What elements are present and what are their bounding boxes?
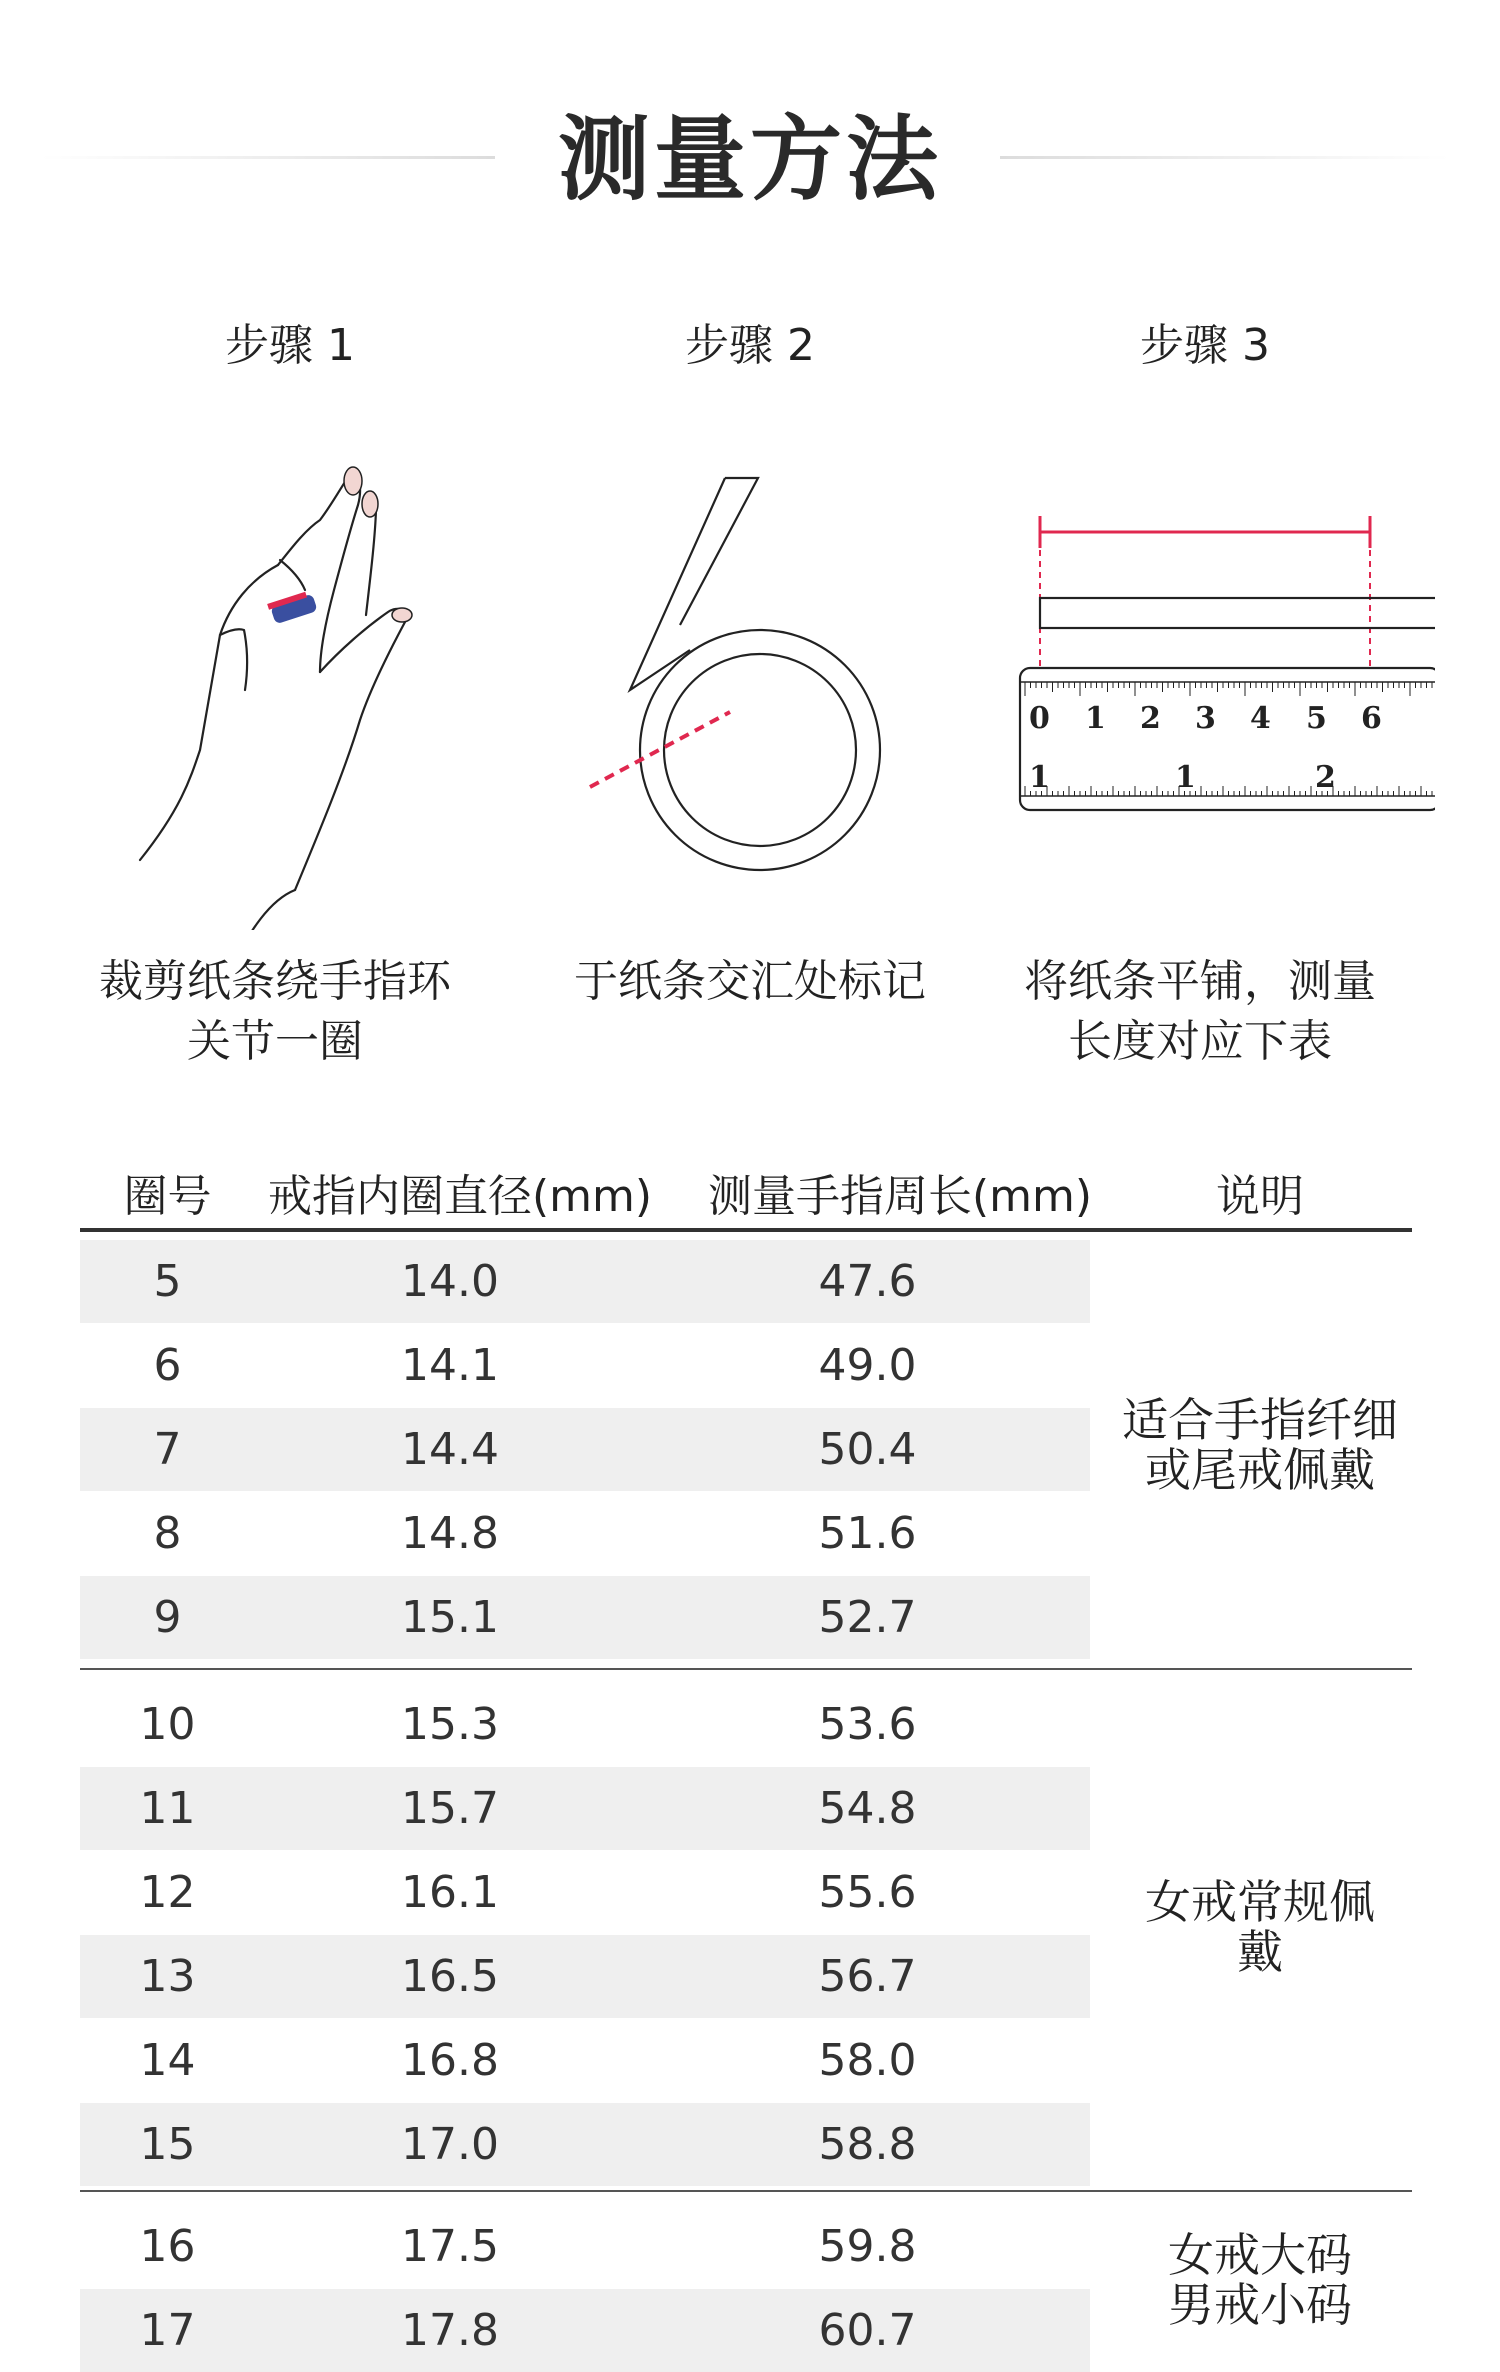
ruler-mark-6: 6: [1361, 701, 1382, 736]
table-row: [80, 1851, 1090, 1934]
cell-circumference: 51.6: [818, 1508, 917, 1559]
cell-size: 12: [139, 1867, 196, 1918]
ruler-mark-0: 0: [1029, 701, 1050, 736]
table-row: [80, 1576, 1090, 1659]
cell-size: 13: [139, 1951, 196, 2002]
strip-loop-mark-illustration: [560, 450, 920, 930]
ruler-inch-mark-b: 1: [1175, 760, 1196, 795]
cell-size: 14: [139, 2035, 196, 2086]
group-divider: [80, 1668, 1412, 1670]
step-1-label: 步骤 1: [225, 320, 355, 371]
cell-inner-diameter: 15.1: [401, 1592, 499, 1643]
header-inner-diameter: 戒指内圈直径(mm): [267, 1171, 653, 1222]
cell-size: 6: [153, 1340, 182, 1391]
table-header-rule: [80, 1228, 1412, 1232]
cell-inner-diameter: 15.7: [401, 1783, 499, 1834]
page-title: 测量方法: [557, 106, 942, 213]
cell-size: 16: [139, 2221, 196, 2272]
title-divider-right: [1000, 156, 1450, 159]
cell-circumference: 50.4: [818, 1424, 917, 1475]
cell-inner-diameter: 14.4: [401, 1424, 499, 1475]
cell-circumference: 58.0: [818, 2035, 917, 2086]
ruler-mark-4: 4: [1250, 701, 1271, 736]
ruler-inch-mark-c: 2: [1315, 760, 1336, 795]
cell-size: 15: [139, 2119, 196, 2170]
cell-circumference: 52.7: [818, 1592, 917, 1643]
cell-inner-diameter: 14.0: [401, 1256, 499, 1307]
cell-circumference: 55.6: [818, 1867, 917, 1918]
ruler-mark-5: 5: [1306, 701, 1327, 736]
cell-inner-diameter: 14.8: [401, 1508, 499, 1559]
cell-inner-diameter: 16.8: [401, 2035, 499, 2086]
cell-circumference: 56.7: [818, 1951, 917, 2002]
cell-circumference: 53.6: [818, 1699, 917, 1750]
ruler-mark-2: 2: [1140, 701, 1161, 736]
header-note: 说明: [1216, 1171, 1304, 1222]
cell-inner-diameter: 16.1: [401, 1867, 499, 1918]
table-row: [80, 1408, 1090, 1491]
cell-size: 17: [139, 2305, 196, 2356]
note-women-large-men-small: 女戒大码 男戒小码: [1168, 2228, 1352, 2332]
cell-inner-diameter: 17.0: [401, 2119, 499, 2170]
header-finger-circumference: 测量手指周长(mm): [707, 1171, 1093, 1222]
hand-wrapping-strip-illustration: [120, 450, 450, 930]
cell-circumference: 59.8: [818, 2221, 917, 2272]
table-row: [80, 2019, 1090, 2102]
table-row: [80, 2205, 1090, 2288]
table-row: [80, 1240, 1090, 1323]
ruler-inch-mark-a: 1: [1029, 760, 1050, 795]
cell-inner-diameter: 17.5: [401, 2221, 499, 2272]
cell-circumference: 47.6: [818, 1256, 917, 1307]
cell-circumference: 58.8: [818, 2119, 917, 2170]
cell-circumference: 60.7: [818, 2305, 917, 2356]
table-row: [80, 1492, 1090, 1575]
table-row: [80, 2103, 1090, 2186]
table-row: [80, 2289, 1090, 2372]
title-divider-left: [40, 156, 495, 159]
step-2-label: 步骤 2: [685, 320, 815, 371]
cell-inner-diameter: 14.1: [401, 1340, 499, 1391]
cell-circumference: 54.8: [818, 1783, 917, 1834]
cell-size: 5: [153, 1256, 182, 1307]
step-3-label: 步骤 3: [1140, 320, 1270, 371]
cell-size: 8: [153, 1508, 182, 1559]
note-slim-fingers: 适合手指纤细 或尾戒佩戴: [1122, 1393, 1398, 1497]
table-row: [80, 1935, 1090, 2018]
group-divider: [80, 2190, 1412, 2192]
note-women-regular: 女戒常规佩 戴: [1145, 1875, 1375, 1979]
table-row: [80, 1683, 1090, 1766]
step-2-description: 于纸条交汇处标记: [574, 956, 926, 1007]
cell-circumference: 49.0: [818, 1340, 917, 1391]
cell-inner-diameter: 15.3: [401, 1699, 499, 1750]
step-1-description: 裁剪纸条绕手指环 关节一圈: [99, 956, 451, 1067]
cell-inner-diameter: 16.5: [401, 1951, 499, 2002]
cell-size: 7: [153, 1424, 182, 1475]
table-row: [80, 1767, 1090, 1850]
step-3-description: 将纸条平铺，测量 长度对应下表: [1024, 956, 1376, 1067]
ruler-mark-1: 1: [1085, 701, 1106, 736]
cell-size: 9: [153, 1592, 182, 1643]
cell-size: 11: [139, 1783, 196, 1834]
ruler-measure-illustration: [1015, 450, 1435, 930]
cell-size: 10: [139, 1699, 196, 1750]
table-row: [80, 1324, 1090, 1407]
ruler-mark-3: 3: [1195, 701, 1216, 736]
header-size: 圈号: [123, 1171, 212, 1222]
cell-inner-diameter: 17.8: [401, 2305, 499, 2356]
